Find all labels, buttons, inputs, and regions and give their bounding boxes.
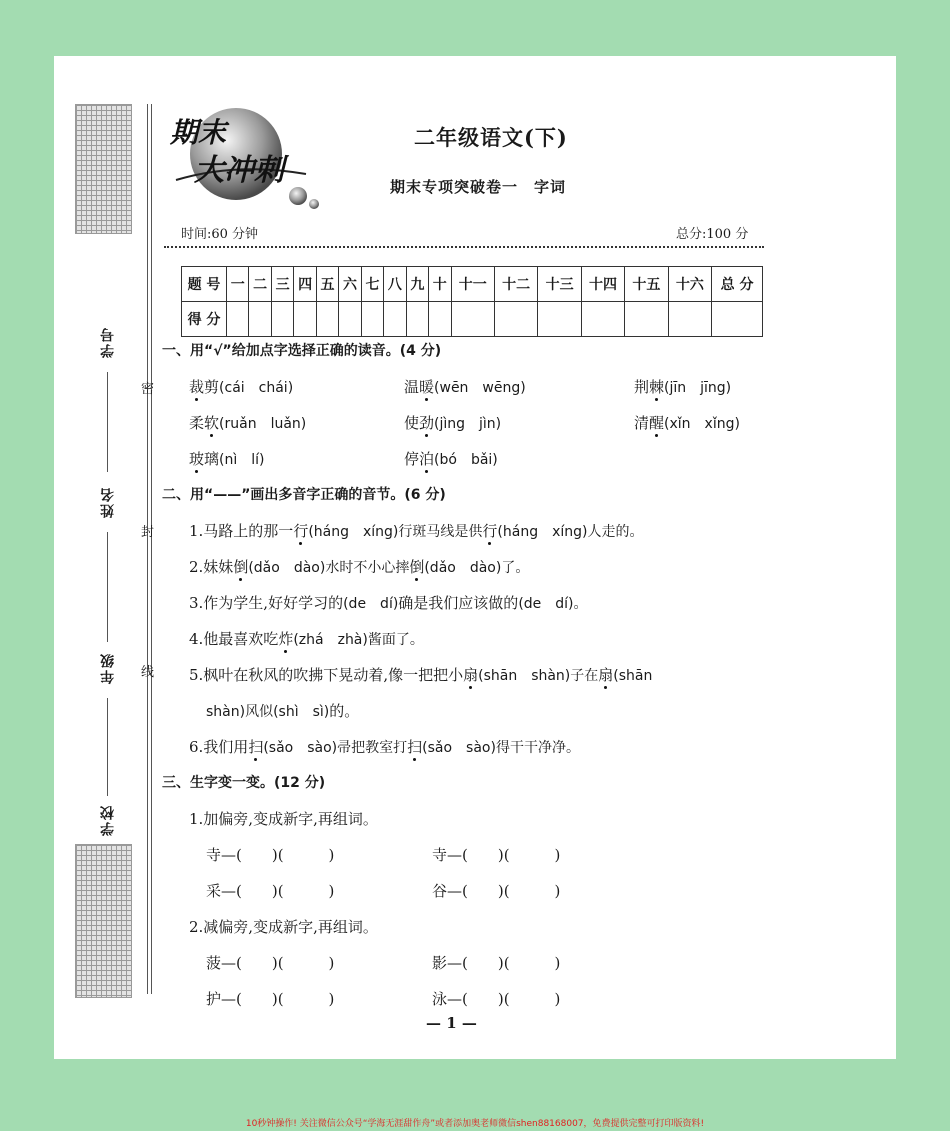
score-table — [181, 266, 763, 337]
score-col: 五 — [316, 267, 338, 302]
text: 5.枫叶在秋风的吹拂下晃动着,像一把把小 — [189, 666, 464, 684]
s3-q1-item-3[interactable]: 采—( )( ) — [206, 882, 335, 900]
dotted-char: 棘 — [649, 378, 665, 396]
s1-item-2 — [404, 376, 526, 399]
pinyin-options: (cái chái) — [219, 380, 294, 396]
s2-line-1 — [189, 520, 644, 543]
pinyin-options: (shì sì) — [273, 704, 330, 720]
exam-paper — [54, 56, 896, 1059]
score-col: 十五 — [625, 267, 668, 302]
label-name: 姓名 — [100, 486, 116, 518]
dotted-char: 玻 — [189, 450, 205, 468]
label-student-number: 学号 — [100, 326, 116, 358]
s1-item-5 — [404, 412, 501, 435]
text: (háng xíng)行斑马线是供 — [308, 524, 483, 540]
text: 2.妹妹 — [189, 558, 234, 576]
char: 璃 — [204, 450, 220, 468]
score-col: 十三 — [538, 267, 581, 302]
text: (shān shàn)子在 — [478, 668, 599, 684]
s3-q2-item-3[interactable]: 护—( )( ) — [206, 990, 335, 1008]
logo-line2: 大冲刺 — [194, 153, 284, 188]
seal-char-mi: 密 — [141, 382, 155, 397]
s1-item-6 — [634, 412, 740, 435]
seal-char-xian: 线 — [141, 665, 155, 680]
score-col: 十六 — [668, 267, 711, 302]
page-number: — 1 — — [426, 1014, 477, 1032]
pinyin-options: (bó bǎi) — [434, 452, 498, 468]
score-cell[interactable] — [294, 302, 316, 337]
binding-pattern-top — [75, 104, 132, 234]
score-cell[interactable] — [538, 302, 581, 337]
s1-item-3 — [634, 376, 731, 399]
score-cell[interactable] — [227, 302, 249, 337]
label-grade: 年级 — [100, 652, 116, 684]
s1-item-7 — [189, 448, 265, 471]
logo — [166, 102, 326, 218]
dotted-char: 暖 — [419, 378, 435, 396]
page-subtitle: 期末专项突破卷一 字词 — [390, 178, 567, 196]
score-cell[interactable] — [339, 302, 361, 337]
blank-line — [107, 532, 108, 642]
score-table-label: 题 号 — [182, 267, 227, 302]
dotted-char: 醒 — [649, 414, 665, 432]
char: 剪 — [204, 378, 220, 396]
dotted-char: 倒 — [233, 558, 249, 576]
logo-line1: 期末 — [170, 116, 227, 149]
section2-heading: 二、用“——”画出多音字正确的音节。(6 分) — [162, 487, 446, 503]
score-cell[interactable] — [581, 302, 624, 337]
char: 清 — [634, 414, 650, 432]
text: (dǎo dào)了。 — [424, 560, 530, 576]
page-title: 二年级语文(下) — [414, 125, 568, 150]
text: 确是我们应该做的 — [398, 594, 519, 612]
dotted-char: 扇 — [598, 666, 614, 684]
score-cell[interactable] — [429, 302, 451, 337]
pinyin-options: (de dí)。 — [518, 596, 588, 612]
pinyin-options: (jīn jīng) — [664, 380, 732, 396]
score-col: 十二 — [494, 267, 537, 302]
pinyin-options: (nì lí) — [219, 452, 265, 468]
score-cell[interactable] — [249, 302, 271, 337]
text: 3.作为学生,好好学习的 — [189, 594, 344, 612]
pinyin-options: (wēn wēng) — [434, 380, 526, 396]
exam-time: 时间:60 分钟 — [181, 227, 259, 242]
score-row-label: 得 分 — [182, 302, 227, 337]
score-col: 一 — [227, 267, 249, 302]
s2-line-6 — [189, 736, 580, 759]
text: 1.马路上的那一 — [189, 522, 294, 540]
dotted-char: 扫 — [407, 738, 423, 756]
binding-pattern-bottom — [75, 844, 132, 998]
score-col: 六 — [339, 267, 361, 302]
s2-line-5 — [189, 664, 652, 687]
dotted-char: 扫 — [248, 738, 264, 756]
score-col: 十四 — [581, 267, 624, 302]
text: 的。 — [329, 702, 360, 720]
s3-q2-item-4[interactable]: 泳—( )( ) — [432, 990, 561, 1008]
dotted-char: 泊 — [419, 450, 435, 468]
footer-note: 10秒钟操作! 关注微信公众号“学海无涯甜作舟”或者添加奥老师微信shen88168007，免费提供完整可打印版资料! — [245, 1119, 705, 1129]
s1-item-1 — [189, 376, 293, 399]
s3-q2-item-1[interactable]: 菠—( )( ) — [206, 954, 335, 972]
text: (dǎo dào)水时不小心摔 — [248, 560, 410, 576]
score-col: 八 — [384, 267, 406, 302]
char: 温 — [404, 378, 420, 396]
pinyin-options: (de dí) — [343, 596, 399, 612]
score-cell[interactable] — [451, 302, 494, 337]
binding-line-1 — [147, 104, 148, 994]
dotted-separator — [164, 246, 764, 250]
text: (sǎo sào)得干干净净。 — [422, 740, 580, 756]
score-col: 十一 — [451, 267, 494, 302]
text: 6.我们用 — [189, 738, 249, 756]
s3-q1-item-2[interactable]: 寺—( )( ) — [432, 846, 561, 864]
score-cell[interactable] — [668, 302, 711, 337]
blank-line — [107, 698, 108, 796]
score-col-total: 总 分 — [712, 267, 763, 302]
pinyin-options: (jìng jìn) — [434, 416, 502, 432]
binding-line-2 — [151, 104, 152, 994]
score-cell-total[interactable] — [712, 302, 763, 337]
char: 停 — [404, 450, 420, 468]
score-cell[interactable] — [625, 302, 668, 337]
dotted-char: 倒 — [409, 558, 425, 576]
seal-char-feng: 封 — [141, 525, 155, 540]
score-cell[interactable] — [271, 302, 293, 337]
score-col: 四 — [294, 267, 316, 302]
s1-item-8 — [404, 448, 498, 471]
dotted-char: 行 — [293, 522, 309, 540]
s3-q2-item-2[interactable]: 影—( )( ) — [432, 954, 561, 972]
s2-line-5-cont — [206, 700, 359, 723]
section1-heading: 一、用“√”给加点字选择正确的读音。(4 分) — [162, 343, 442, 359]
score-col: 二 — [249, 267, 271, 302]
char: 荆 — [634, 378, 650, 396]
text: shàn)风似 — [206, 704, 274, 720]
s3-q1-item-4[interactable]: 谷—( )( ) — [432, 882, 561, 900]
text: 4.他最喜欢吃 — [189, 630, 279, 648]
score-col: 七 — [361, 267, 383, 302]
pinyin-options: (ruǎn luǎn) — [219, 416, 307, 432]
text: (háng xíng)人走的。 — [497, 524, 644, 540]
score-cell[interactable] — [384, 302, 406, 337]
char: 柔 — [189, 414, 205, 432]
score-col: 十 — [429, 267, 451, 302]
s3-q2: 2.减偏旁,变成新字,再组词。 — [189, 918, 378, 936]
text: (shān — [613, 668, 653, 684]
s1-item-4 — [189, 412, 306, 435]
score-col: 九 — [406, 267, 428, 302]
dotted-char: 劲 — [419, 414, 435, 432]
s3-q1-item-1[interactable]: 寺—( )( ) — [206, 846, 335, 864]
s2-line-2 — [189, 556, 529, 579]
score-col: 三 — [271, 267, 293, 302]
section3-heading: 三、生字变一变。(12 分) — [162, 775, 326, 791]
label-school: 学校 — [100, 804, 116, 836]
dotted-char: 软 — [204, 414, 220, 432]
text: (zhá zhà)酱面了。 — [293, 632, 424, 648]
score-cell[interactable] — [316, 302, 338, 337]
dotted-char: 行 — [482, 522, 498, 540]
score-cell[interactable] — [406, 302, 428, 337]
score-table-row-header — [182, 267, 763, 302]
s3-q1: 1.加偏旁,变成新字,再组词。 — [189, 810, 378, 828]
s2-line-4 — [189, 628, 424, 651]
dotted-char: 炸 — [278, 630, 294, 648]
s2-line-3 — [189, 592, 588, 615]
dotted-char: 扇 — [463, 666, 479, 684]
dotted-char: 裁 — [189, 378, 205, 396]
char: 使 — [404, 414, 420, 432]
text: (sǎo sào)帚把教室打 — [263, 740, 408, 756]
pinyin-options: (xǐn xǐng) — [664, 416, 740, 432]
blank-line — [107, 372, 108, 472]
score-cell[interactable] — [361, 302, 383, 337]
exam-total-score: 总分:100 分 — [676, 227, 749, 242]
score-cell[interactable] — [494, 302, 537, 337]
score-table-row-scores — [182, 302, 763, 337]
